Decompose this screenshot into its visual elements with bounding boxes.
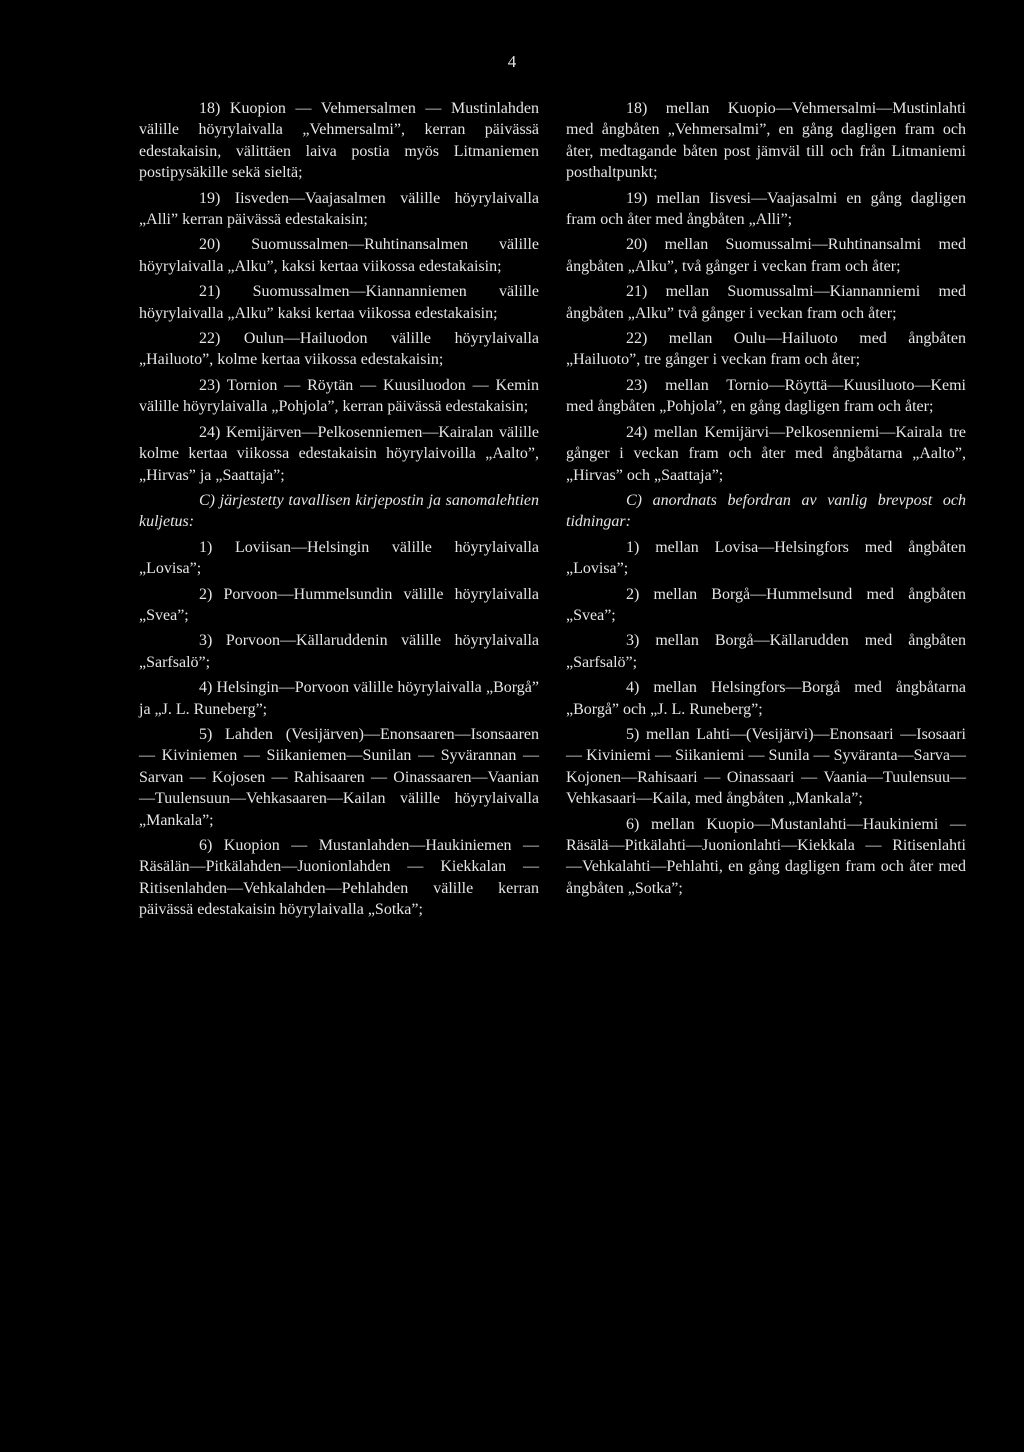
fi-paragraph-21: 21) Suomussalmen—Kiannanniemen välille höyrylaivalla „Alku” kaksi kertaa viikossa edestakaisin; [139, 283, 539, 322]
fi-section-c-heading: C) järjestetty tavallisen kirjepostin ja sanomalehtien kuljetus: [139, 491, 539, 531]
fi-paragraph-c2: 2) Porvoon—Hummelsundin välille höyrylaivalla „Svea”; [139, 585, 539, 624]
sv-paragraph-22: 22) mellan Oulu—Hailuoto med ångbåten „Hailuoto”, tre gånger i veckan fram och åter; [566, 330, 966, 369]
fi-paragraph-c6: 6) Kuopion — Mustanlahden—Haukiniemen — Räsälän—Pitkälahden—Juonionlahden — Kiekkalan — Ritisenlahden—Vehkalahden—Pehlahden välille kerran päivässä edestakaisin höyrylaivalla „Sotka”; [139, 837, 539, 919]
sv-paragraph-19: 19) mellan Iisvesi—Vaajasalmi en gång dagligen fram och åter med ångbåten „Alli”; [566, 189, 966, 229]
sv-paragraph-c1: 1) mellan Lovisa—Helsingfors med ångbåten „Lovisa”; [566, 538, 966, 578]
fi-paragraph-23: 23) Tornion — Röytän — Kuusiluodon — Kemin välille höyrylaivalla „Pohjola”, kerran päivässä edestakaisin; [139, 376, 539, 416]
fi-paragraph-20: 20) Suomussalmen—Ruhtinansalmen välille höyrylaivalla „Alku”, kaksi kertaa viikossa edestakaisin; [139, 236, 539, 275]
fi-paragraph-18: 18) Kuopion — Vehmersalmen — Mustinlahden välille höyrylaivalla „Vehmersalmi”, kerran päivässä edestakaisin, välittäen laiva postia myös Litmaniemen postipysäkille sekä sieltä; [139, 100, 539, 182]
fi-paragraph-19: 19) Iisveden—Vaajasalmen välille höyrylaivalla „Alli” kerran päivässä edestakaisin; [139, 189, 539, 229]
fi-paragraph-c4: 4) Helsingin—Porvoon välille höyrylaivalla „Borgå” ja „J. L. Runeberg”; [139, 679, 539, 718]
fi-paragraph-c1: 1) Loviisan—Helsingin välille höyrylaivalla „Lovisa”; [139, 538, 539, 578]
fi-paragraph-c3: 3) Porvoon—Källaruddenin välille höyrylaivalla „Sarfsalö”; [139, 632, 539, 671]
sv-paragraph-23: 23) mellan Tornio—Röyttä—Kuusiluoto—Kemi med ångbåten „Pohjola”, en gång dagligen fram och åter; [566, 376, 966, 416]
fi-paragraph-24: 24) Kemijärven—Pelkosenniemen—Kairalan välille kolme kertaa viikossa edestakaisin höyrylaivoilla „Aalto”, „Hirvas” ja „Saattaja”; [139, 423, 539, 484]
finnish-column [139, 98, 539, 925]
sv-paragraph-21: 21) mellan Suomussalmi—Kiannanniemi med ångbåten „Alku” två gånger i veckan fram och åter; [566, 283, 966, 322]
sv-paragraph-c6: 6) mellan Kuopio—Mustanlahti—Haukiniemi — Räsälä—Pitkälahti—Juonionlahti—Kiekkala — Ritisenlahti—Vehkalahti—Pehlahti, en gång dagligen fram och åter med ångbåten „Sotka”; [566, 815, 966, 897]
sv-paragraph-20: 20) mellan Suomussalmi—Ruhtinansalmi med ångbåten „Alku”, två gånger i veckan fram och åter; [566, 236, 966, 275]
sv-paragraph-18: 18) mellan Kuopio—Vehmersalmi—Mustinlahti med ångbåten „Vehmersalmi”, en gång dagligen fram och åter, medtagande båten post jämväl till och från Litmaniemi posthaltpunkt; [566, 100, 966, 182]
page-number: 4 [507, 52, 517, 71]
sv-paragraph-24: 24) mellan Kemijärvi—Pelkosenniemi—Kairala tre gånger i veckan fram och åter med ångbåtarna „Aalto”, „Hirvas” och „Saattaja”; [566, 423, 966, 484]
sv-paragraph-c2: 2) mellan Borgå—Hummelsund med ångbåten „Svea”; [566, 585, 966, 624]
swedish-column [566, 98, 966, 903]
sv-paragraph-c5: 5) mellan Lahti—(Vesijärvi)—Enonsaari —Isosaari — Kiviniemi — Siikaniemi — Sunila — Syväranta—Sarva—Kojonen—Rahisaari — Oinassaari — Vaania—Tuulensuu—Vehkasaari—Kaila, med ångbåten „Mankala”; [566, 725, 966, 808]
sv-section-c-heading: C) anordnats befordran av vanlig brevpost och tidningar: [566, 491, 966, 531]
sv-paragraph-c4: 4) mellan Helsingfors—Borgå med ångbåtarna „Borgå” och „J. L. Runeberg”; [566, 679, 966, 718]
fi-paragraph-c5: 5) Lahden (Vesijärven)—Enonsaaren—Isonsaaren — Kiviniemen — Siikaniemen—Sunilan — Syvärannan — Sarvan — Kojosen — Rahisaaren — Oinassaaren—Vaanian —Tuulensuun—Vehkasaaren—Kailan välille höyrylaivalla „Mankala”; [139, 725, 539, 829]
sv-paragraph-c3: 3) mellan Borgå—Källarudden med ångbåten „Sarfsalö”; [566, 632, 966, 671]
fi-paragraph-22: 22) Oulun—Hailuodon välille höyrylaivalla „Hailuoto”, kolme kertaa viikossa edestakaisin; [139, 330, 539, 369]
